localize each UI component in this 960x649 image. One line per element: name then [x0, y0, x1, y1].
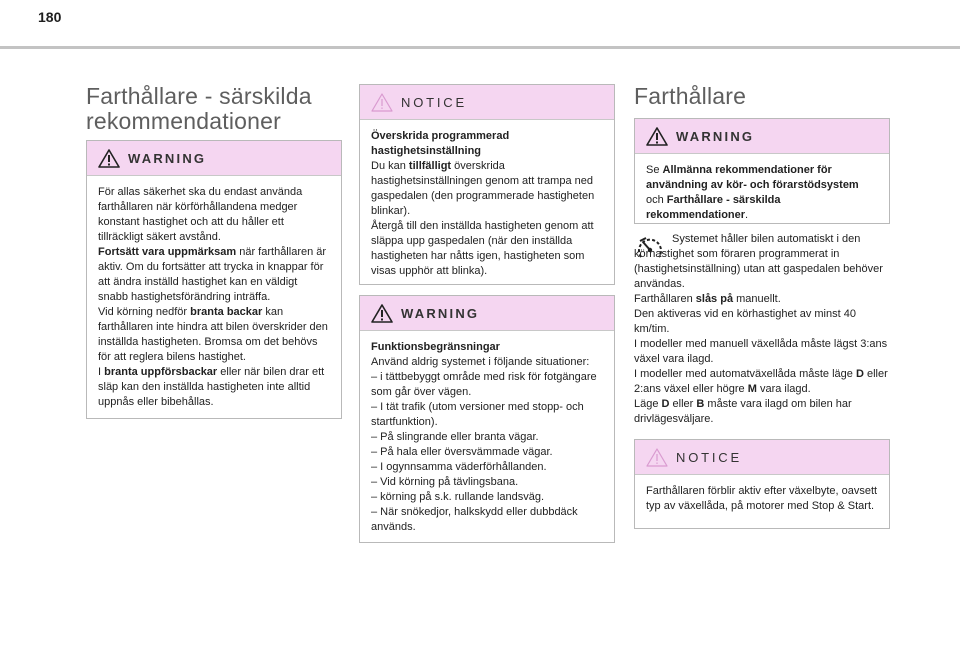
warning-box-right	[634, 118, 890, 224]
warning-label: WARNING	[676, 128, 755, 144]
notice-heading: Överskrida programmerad hastighetsinställning	[371, 130, 510, 157]
warning-triangle-icon	[371, 304, 393, 323]
list-item: – I ogynnsamma väderförhållanden.	[371, 461, 547, 473]
header-rule	[0, 46, 960, 49]
right-column	[634, 84, 890, 109]
list-item: – På hala eller översvämmade vägar.	[371, 446, 553, 458]
warning-heading: Funktionsbegränsningar	[371, 341, 500, 353]
page-number: 180	[38, 9, 62, 25]
list-item: – I tät trafik (utom versioner med stopp- och startfunktion).	[371, 401, 584, 428]
notice-header	[635, 440, 889, 475]
notice-triangle-icon	[646, 448, 668, 467]
notice-label: NOTICE	[401, 94, 467, 110]
notice-body: Överskrida programmerad hastighetsinställning Du kan tillfälligt överskrida hastighetsinställningen genom att trampa ned gaspedalen (den programmerade hastigheten blinkar). Återgå till den inställda hastigheten genom att släppa upp gaspedalen (när den inställda hastigheten har nåtts igen, hastigheten som visas upphör att blinka).	[371, 130, 595, 277]
warning-label: WARNING	[401, 305, 480, 321]
warning-header	[635, 119, 889, 154]
warning-triangle-icon	[98, 149, 120, 168]
warning-triangle-icon	[646, 127, 668, 146]
notice-triangle-icon	[371, 93, 393, 112]
notice-box-right	[634, 439, 890, 529]
warning-header	[87, 141, 341, 176]
section-title: Farthållare	[634, 83, 747, 109]
warning-box-middle	[359, 295, 615, 543]
warning-header	[360, 296, 614, 331]
intro-text: Systemet håller bilen automatiskt i den körhastighet som föraren programmerat in (hastighetsinställning) utan att gaspedalen behöver användas.	[634, 233, 883, 290]
list-item: – När snökedjor, halkskydd eller dubbdäck används.	[371, 506, 578, 533]
cruise-control-description: Systemet håller bilen automatiskt i den körhastighet som föraren programmerat in (hastighetsinställning) utan att gaspedalen behöver användas. Farthållaren slås på manuellt. Den aktiveras vid en körhastighet av minst 40 km/tim. I modeller med manuell växellåda måste lägst 3:ans växel vara ilagd. I modeller med automatväxellåda måste läge D eller 2:ans växel eller högre M vara ilagd. Läge D eller B måste vara ilagd om bilen har drivlägesväljare.	[634, 232, 892, 427]
warning-box-left	[86, 140, 342, 419]
notice-label: NOTICE	[676, 449, 742, 465]
warning-body: För allas säkerhet ska du endast använda farthållaren när körförhållandena medger konstant hastighet och att du håller ett tillräckligt säkert avstånd. Fortsätt vara uppmärksam när farthållaren är aktiv. Om du fortsätter att trycka in knappar för att ändra inställd hastighet kan en väldigt snabb hastighetsförändring inträffa. Vid körning nedför branta backar kan farthållaren inte hindra att bilen överskrider den inställda hastigheten. Bromsa om det behövs för att reglera bilens hastighet. I branta uppförsbackar eller när bilen drar ett släp kan den inställda hastigheten inte alltid uppnås eller bibehållas.	[98, 186, 328, 408]
warning-body: Funktionsbegränsningar Använd aldrig systemet i följande situationer: – i tättbebyggt område med risk för fotgängare som går över vägen. – I tät trafik (utom versioner med stopp- och startfunktion). – På slingrande eller branta vägar. – På hala eller översvämmade vägar. – I ogynnsamma väderförhållanden. – Vid körning på tävlingsbana. – körning på s.k. rullande landsväg. – När snökedjor, halkskydd eller dubbdäck används.	[360, 331, 614, 543]
notice-body: Farthållaren förblir aktiv efter växelbyte, oavsett typ av växellåda, på motorer med Stop & Start.	[646, 485, 878, 512]
warning-label: WARNING	[128, 150, 207, 166]
list-item: – i tättbebyggt område med risk för fotgängare som går över vägen.	[371, 371, 597, 398]
list-item: – På slingrande eller branta vägar.	[371, 431, 539, 443]
left-column	[86, 84, 342, 134]
list-item: – körning på s.k. rullande landsväg.	[371, 491, 545, 503]
section-title: Farthållare - särskilda rekommendationer	[86, 83, 312, 134]
notice-header	[360, 85, 614, 120]
warning-body: Se Allmänna rekommendationer för användning av kör- och förarstödsystem och Farthållare - särskilda rekommendationer.	[646, 164, 859, 221]
list-item: – Vid körning på tävlingsbana.	[371, 476, 519, 488]
notice-box-middle	[359, 84, 615, 285]
